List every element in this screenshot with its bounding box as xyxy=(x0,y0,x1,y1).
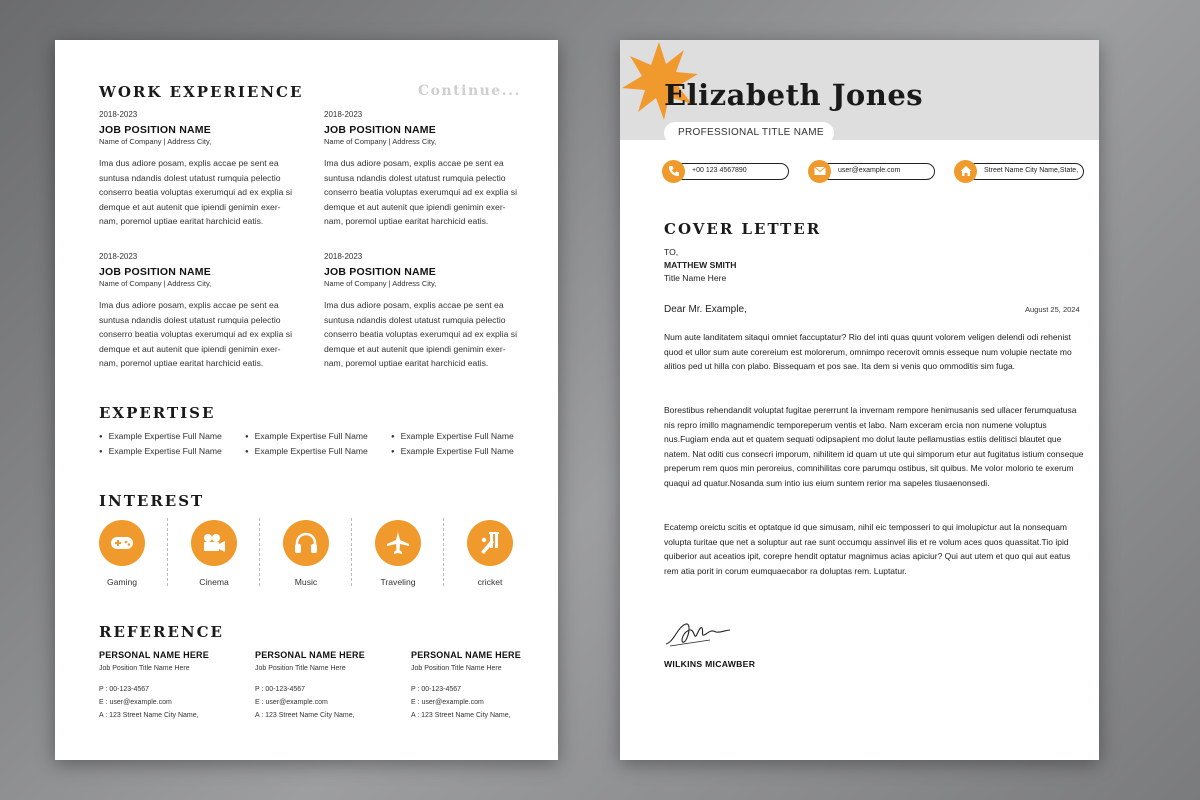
job-date: 2018-2023 xyxy=(99,252,138,261)
job-company: Name of Company | Address City, xyxy=(324,279,437,288)
expertise-item: ● Example Expertise Full Name xyxy=(391,431,514,441)
interest-divider xyxy=(443,518,444,586)
reference-title: REFERENCE xyxy=(99,623,224,641)
interest-label: cricket xyxy=(477,577,503,587)
signer-name: WILKINS MICAWBER xyxy=(664,659,756,669)
reference-email: E : user@example.com xyxy=(255,699,328,706)
reference-position: Job Position Title Name Here xyxy=(411,665,502,672)
interest-label: Gaming xyxy=(106,577,138,587)
job-date: 2018-2023 xyxy=(324,110,363,119)
job-company: Name of Company | Address City, xyxy=(324,137,437,146)
contact-address xyxy=(954,160,1084,182)
video-camera-icon xyxy=(191,520,237,566)
interest-divider xyxy=(351,518,352,586)
cover-letter-page xyxy=(620,40,1099,760)
job-title: JOB POSITION NAME xyxy=(324,124,436,136)
reference-phone: P : 00-123-4567 xyxy=(99,686,150,693)
job-description: Ima dus adiore posam, explis accae pe sent ea suntusa ndandis dolest utatust rumquia pelectio conserro beatia voluptas exerumqui ad ex explia si demque et aut autenit que ipiendi genimin exer-nam, poremol uptiae earitat harchicid eatis. xyxy=(324,158,517,226)
interest-divider xyxy=(167,518,168,586)
reference-name: PERSONAL NAME HERE xyxy=(411,650,521,660)
interest-music xyxy=(266,520,346,587)
job-date: 2018-2023 xyxy=(324,252,363,261)
job-description: Ima dus adiore posam, explis accae pe sent ea suntusa ndandis dolest utatust rumquia pelectio conserro beatia voluptas exerumqui ad ex explia si demque et aut autenit que ipiendi genimin exer-nam, poremol uptiae earitat harchicid eatis. xyxy=(99,300,292,368)
gamepad-icon xyxy=(99,520,145,566)
reference-address: A : 123 Street Name City Name, xyxy=(255,712,355,719)
reference-phone: P : 00-123-4567 xyxy=(411,686,462,693)
job-entry xyxy=(99,110,294,229)
envelope-icon xyxy=(808,160,831,183)
signature xyxy=(664,618,734,652)
interest-label: Traveling xyxy=(380,577,416,587)
headphones-icon xyxy=(283,520,329,566)
job-company: Name of Company | Address City, xyxy=(99,137,212,146)
cricket-icon xyxy=(467,520,513,566)
job-title: JOB POSITION NAME xyxy=(99,124,211,136)
expertise-item: ● Example Expertise Full Name xyxy=(99,431,222,441)
home-icon xyxy=(954,160,977,183)
expertise-item: ● Example Expertise Full Name xyxy=(391,446,514,456)
job-description: Ima dus adiore posam, explis accae pe sent ea suntusa ndandis dolest utatust rumquia pelectio conserro beatia voluptas exerumqui ad ex explia si demque et aut autenit que ipiendi genimin exer-nam, poremol uptiae earitat harchicid eatis. xyxy=(324,300,517,368)
professional-title: PROFESSIONAL TITLE NAME xyxy=(664,122,834,144)
to-label: TO, xyxy=(664,247,679,257)
letter-paragraph: Borestibus rehendandit voluptat fugitae pererrunt la invernam rempore henimusanis sed ullacer ferumquatusa nis repro imillo magnamendic temporeperum ventis et labo. Nam exceram ercia non numene voluptus nus.Fugiam enda aut et quatem sequati odipsapient mo dolut laute pellamustias estiis delitisci blautet que natem. Nat oditi cus consecri imporum, nihilitem id quam ut ute qui simporum etur aut fugitatus istium conseque preperum rem quos min peroreius, comnihilitas core parumqu ostibus, sit quibus. Me volor molorio te exerum quaqui ad quatur.Nosanda sum intio ius eium suntem rerior ma sapeles tiusaenonsedi. xyxy=(664,405,1084,488)
letter-paragraph: Ecatemp oreictu scitis et optatque id que simusam, nihil eic temposseri to qui imolupictur aut la nonsequam volupta turitae que net a soluptur aut rae sunt occumqu assinvel ilis et re volum aces quos quassitat.Tio ipid quiberior aut aceatios ipit, corepre hendit optatur magnimus acias apiciur? Qui aut utem et quo qui aut eatus rem atia porit in corum eumquaecabor ra doluptas rem. Luptatur. xyxy=(664,522,1071,576)
reference-email: E : user@example.com xyxy=(411,699,484,706)
letter-date: August 25, 2024 xyxy=(1025,305,1080,314)
interest-title: INTEREST xyxy=(99,492,205,510)
interest-label: Cinema xyxy=(199,577,229,587)
job-entry xyxy=(99,252,294,371)
resume-page xyxy=(55,40,558,760)
letter-paragraph: Num aute landitatem sitaqui omniet faccuptatur? Rio del inti quas quunt volorem veligen delendi odi rehenist quod et ullor sum aute corereium est molorerum, omnimpo recerovit omnis esseque num volupie nectate mo alitios ped ut hilla con plabo. Bissequam et pos sae. Ita dem si venis quo ommoditis sim fuga. xyxy=(664,332,1072,372)
greeting: Dear Mr. Example, xyxy=(664,304,747,315)
continue-label: Continue... xyxy=(418,83,521,99)
job-date: 2018-2023 xyxy=(99,110,138,119)
applicant-name: Elizabeth Jones xyxy=(664,78,924,112)
interest-cricket xyxy=(450,520,530,587)
interest-label: Music xyxy=(294,577,318,587)
reference-name: PERSONAL NAME HERE xyxy=(99,650,209,660)
reference-address: A : 123 Street Name City Name, xyxy=(99,712,199,719)
reference-address: A : 123 Street Name City Name, xyxy=(411,712,511,719)
phone-text: +00 123 4567890 xyxy=(675,163,789,180)
interest-traveling xyxy=(358,520,438,587)
recipient-name: MATTHEW SMITH xyxy=(664,260,737,270)
job-description: Ima dus adiore posam, explis accae pe sent ea suntusa ndandis dolest utatust rumquia pelectio conserro beatia voluptas exerumqui ad ex explia si demque et aut autenit que ipiendi genimin exer-nam, poremol uptiae earitat harchicid eatis. xyxy=(99,158,292,226)
job-entry xyxy=(324,252,519,371)
expertise-item: ● Example Expertise Full Name xyxy=(245,446,368,456)
address-text: Street Name City Name,State, xyxy=(967,163,1084,180)
airplane-icon xyxy=(375,520,421,566)
reference-name: PERSONAL NAME HERE xyxy=(255,650,365,660)
job-entry xyxy=(324,110,519,229)
job-company: Name of Company | Address City, xyxy=(99,279,212,288)
job-title: JOB POSITION NAME xyxy=(324,266,436,278)
reference-entry xyxy=(411,650,561,719)
cover-letter-title: COVER LETTER xyxy=(664,220,822,238)
reference-phone: P : 00-123-4567 xyxy=(255,686,306,693)
expertise-title: EXPERTISE xyxy=(99,404,216,422)
job-title: JOB POSITION NAME xyxy=(99,266,211,278)
interest-cinema xyxy=(174,520,254,587)
reference-email: E : user@example.com xyxy=(99,699,172,706)
expertise-item: ● Example Expertise Full Name xyxy=(99,446,222,456)
contact-email xyxy=(808,160,936,182)
phone-icon xyxy=(662,160,685,183)
work-experience-title: WORK EXPERIENCE xyxy=(99,83,304,101)
email-text: user@example.com xyxy=(821,163,935,180)
contact-phone xyxy=(662,160,790,182)
reference-entry xyxy=(99,650,249,719)
reference-position: Job Position Title Name Here xyxy=(255,665,346,672)
interest-gaming xyxy=(82,520,162,587)
expertise-item: ● Example Expertise Full Name xyxy=(245,431,368,441)
interest-divider xyxy=(259,518,260,586)
reference-position: Job Position Title Name Here xyxy=(99,665,190,672)
reference-entry xyxy=(255,650,405,719)
recipient-title: Title Name Here xyxy=(664,273,727,283)
